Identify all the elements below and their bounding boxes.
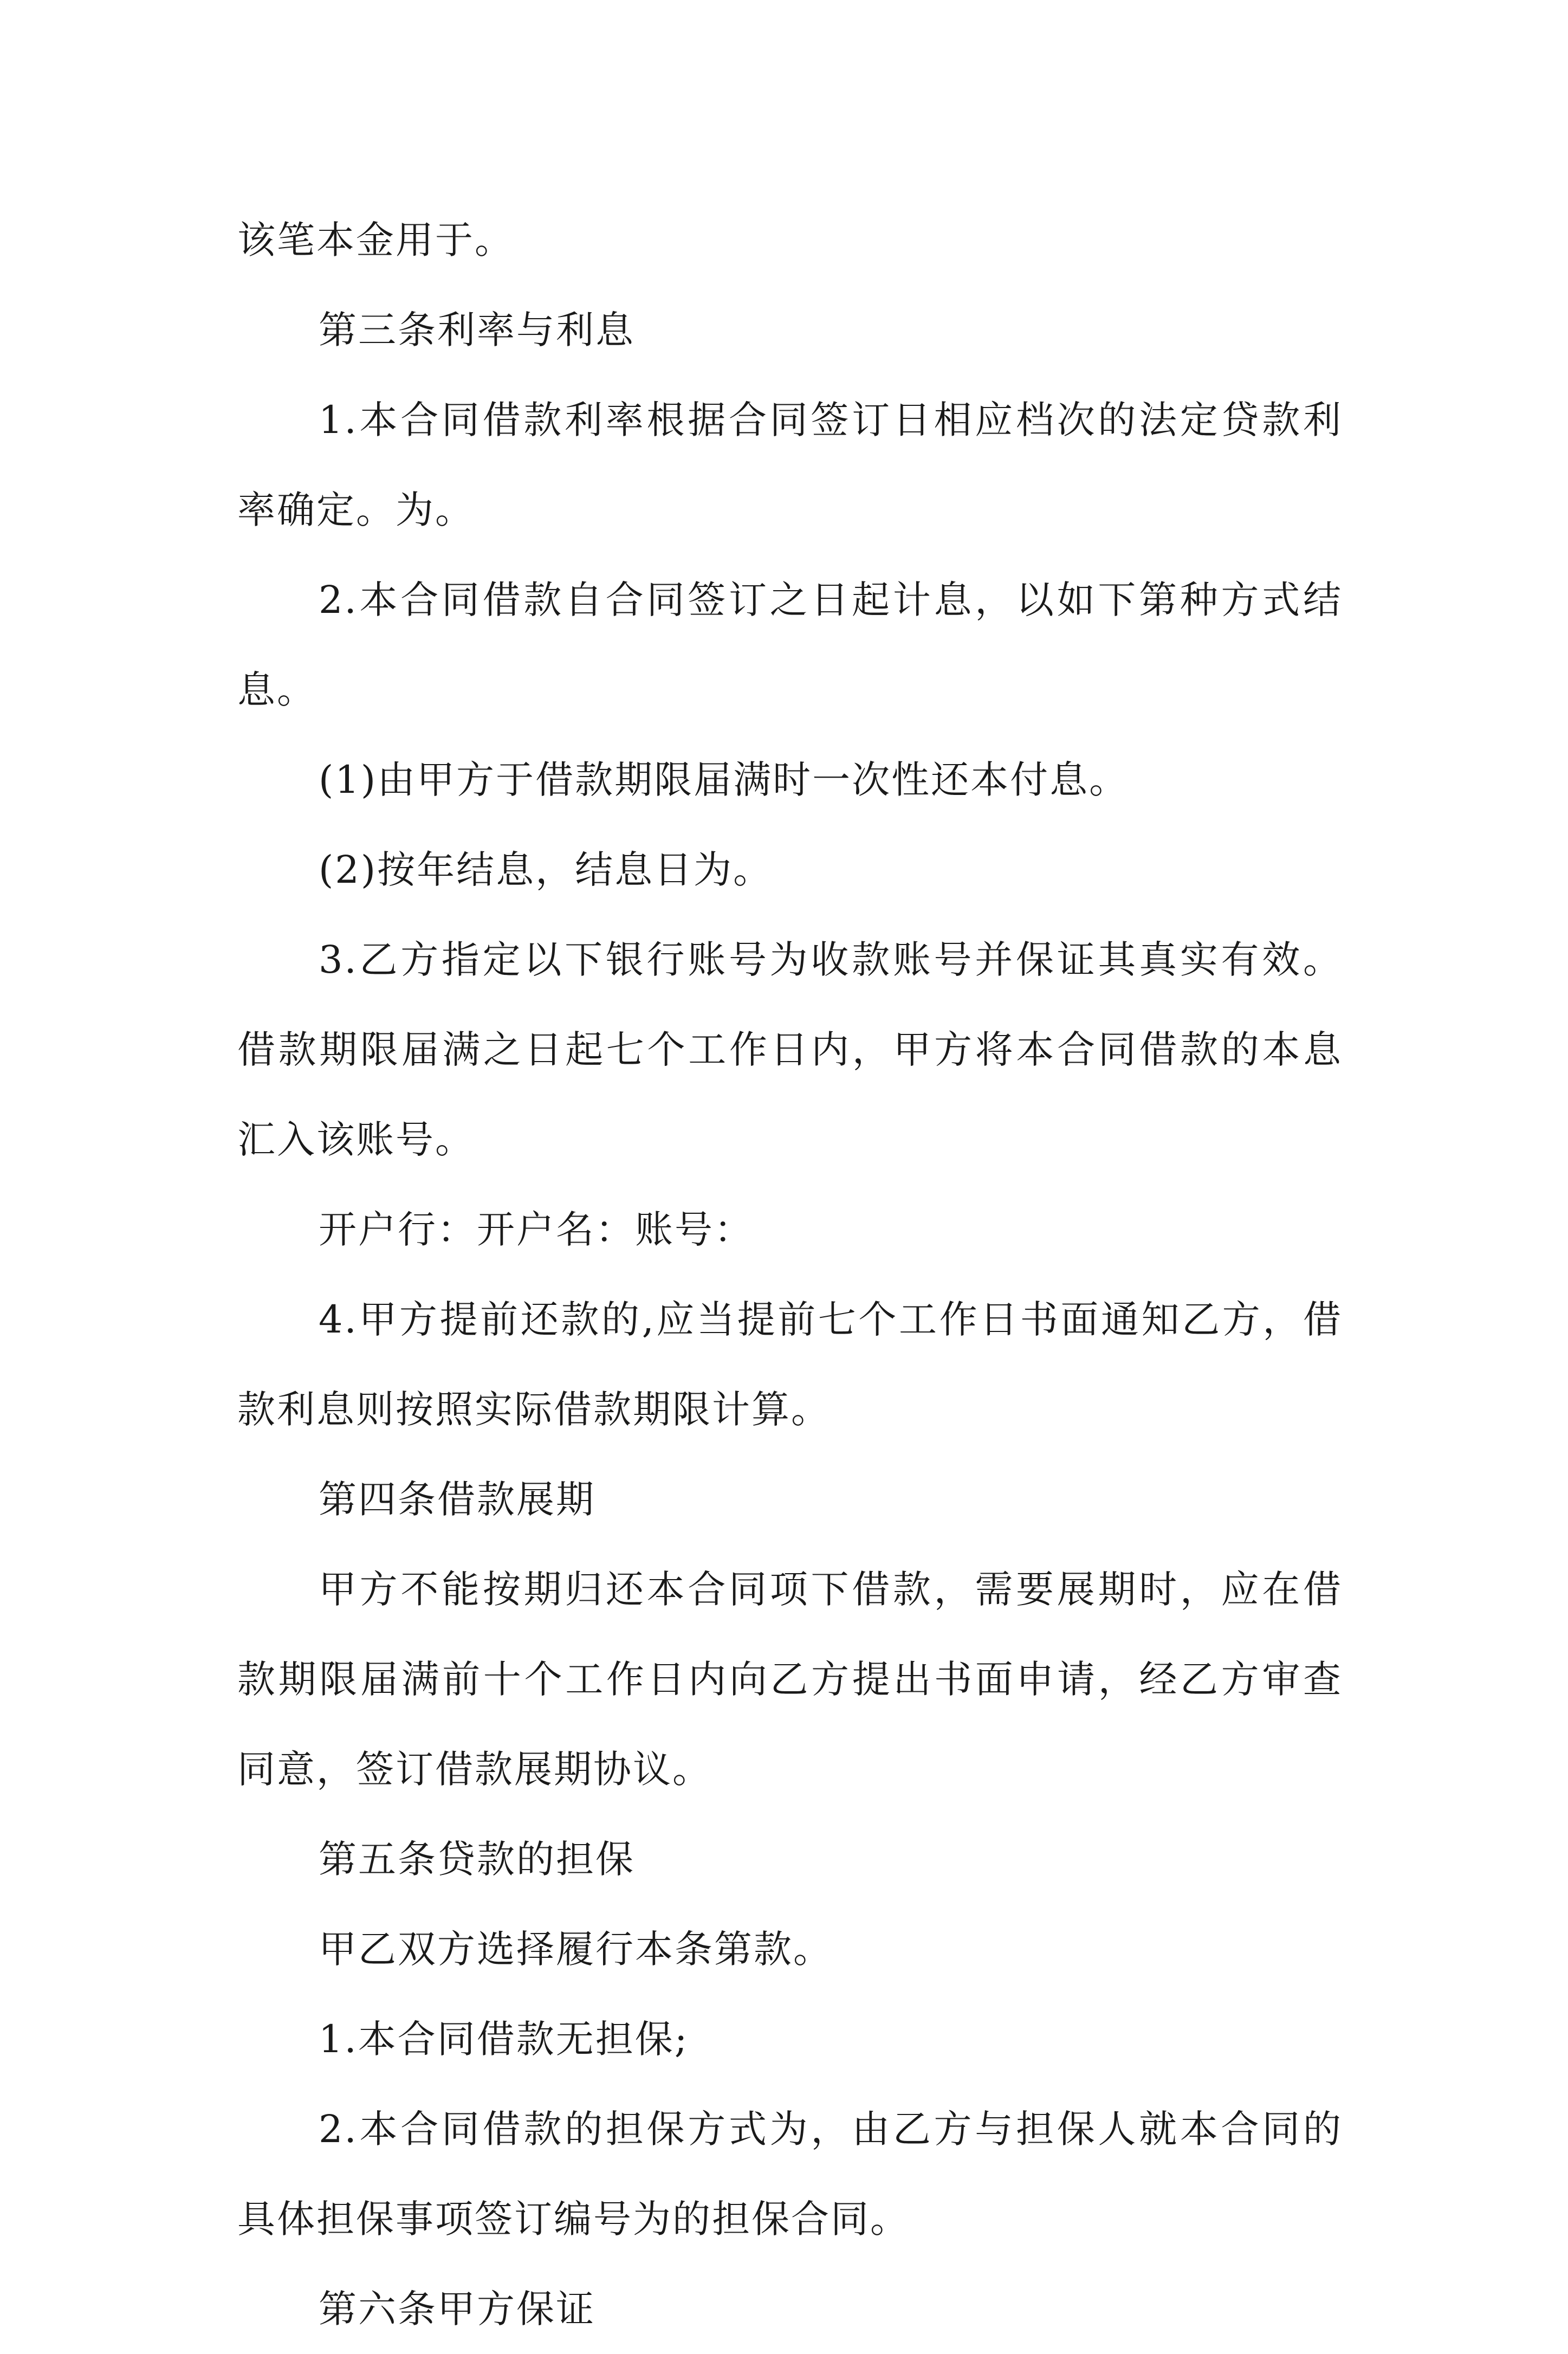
document-body	[237, 195, 1343, 2354]
paragraph-interest-rate: 1.本合同借款利率根据合同签订日相应档次的法定贷款利率确定。为。	[237, 398, 1343, 532]
paragraph-interest-start: 2.本合同借款自合同签订之日起计息，以如下第种方式结息。	[237, 578, 1343, 712]
paragraph-account-fields: 开户行：开户名：账号：	[319, 1207, 754, 1252]
paragraph-guarantee-contract: 2.本合同借款的担保方式为，由乙方与担保人就本合同的具体担保事项签订编号为的担保合同。	[237, 2107, 1343, 2241]
paragraph-option-2: (2)按年结息，结息日为。	[319, 848, 773, 892]
heading-article-3: 第三条利率与利息	[319, 308, 635, 352]
paragraph-no-guarantee: 1.本合同借款无担保;	[319, 2017, 689, 2061]
paragraph-principal-use: 该笔本金用于。	[237, 218, 514, 262]
paragraph-bank-account: 3.乙方指定以下银行账号为收款账号并保证其真实有效。借款期限届满之日起七个工作日内，甲方将本合同借款的本息汇入该账号。	[237, 937, 1343, 1162]
heading-article-4: 第四条借款展期	[319, 1477, 595, 1522]
paragraph-option-1: (1)由甲方于借款期限届满时一次性还本付息。	[319, 758, 1129, 802]
paragraph-guarantee-choice: 甲乙双方选择履行本条第款。	[319, 1927, 833, 1971]
heading-article-6: 第六条甲方保证	[319, 2287, 595, 2331]
heading-article-5: 第五条贷款的担保	[319, 1837, 635, 1881]
paragraph-early-repayment: 4.甲方提前还款的,应当提前七个工作日书面通知乙方，借款利息则按照实际借款期限计算。	[237, 1297, 1343, 1432]
paragraph-extension: 甲方不能按期归还本合同项下借款，需要展期时，应在借款期限届满前十个工作日内向乙方提出书面申请，经乙方审查同意，签订借款展期协议。	[237, 1567, 1343, 1792]
